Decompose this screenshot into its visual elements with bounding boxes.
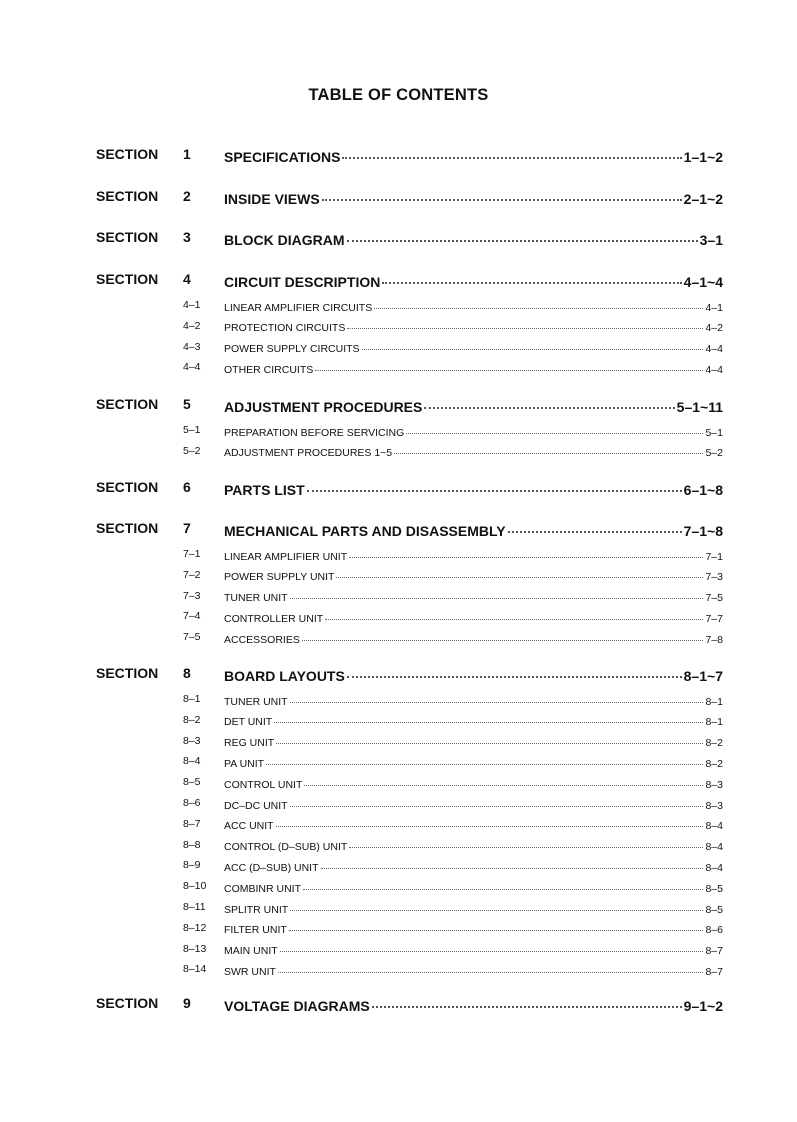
dot-leader bbox=[302, 629, 704, 641]
subsection-link[interactable] bbox=[224, 755, 723, 770]
subsection-title: SPLITR UNIT bbox=[224, 903, 289, 916]
dot-leader bbox=[342, 143, 681, 159]
subsection-title: POWER SUPPLY UNIT bbox=[224, 571, 335, 584]
dot-leader bbox=[349, 837, 703, 849]
subsection-link[interactable] bbox=[224, 776, 723, 791]
dot-leader bbox=[304, 774, 703, 786]
section-title: MECHANICAL PARTS AND DISASSEMBLY bbox=[224, 523, 506, 539]
subsection-page: 8–1 bbox=[705, 716, 723, 729]
subsection-number: 8–10 bbox=[183, 880, 207, 893]
subsection-page: 8–5 bbox=[705, 903, 723, 916]
section-title: SPECIFICATIONS bbox=[224, 149, 341, 165]
subsection-page: 8–1 bbox=[705, 695, 723, 708]
dot-leader bbox=[362, 339, 704, 351]
section-page: 4–1~4 bbox=[683, 274, 723, 290]
dot-leader bbox=[290, 795, 704, 807]
subsection-link[interactable] bbox=[224, 922, 723, 937]
section-label: SECTION bbox=[96, 188, 159, 204]
section-link[interactable] bbox=[224, 396, 723, 415]
subsection-page: 8–3 bbox=[705, 778, 723, 791]
subsection-number: 8–2 bbox=[183, 713, 201, 726]
dot-leader bbox=[307, 476, 682, 492]
subsection-page: 8–2 bbox=[705, 757, 723, 770]
dot-leader bbox=[303, 878, 703, 890]
section-number: 3 bbox=[183, 229, 191, 245]
section-page: 9–1~2 bbox=[683, 998, 723, 1014]
subsection-title: MAIN UNIT bbox=[224, 945, 278, 958]
subsection-number: 7–5 bbox=[183, 631, 201, 644]
subsection-link[interactable] bbox=[224, 901, 723, 916]
subsection-page: 7–8 bbox=[705, 633, 723, 646]
section-number: 9 bbox=[183, 995, 191, 1011]
dot-leader bbox=[290, 588, 704, 600]
section-link[interactable] bbox=[224, 146, 723, 165]
subsection-link[interactable] bbox=[224, 445, 723, 460]
subsection-link[interactable] bbox=[224, 569, 723, 584]
section-page: 2–1~2 bbox=[683, 191, 723, 207]
subsection-title: CONTROLLER UNIT bbox=[224, 612, 324, 625]
dot-leader bbox=[276, 816, 704, 828]
subsection-title: DC–DC UNIT bbox=[224, 799, 288, 812]
subsection-number: 7–2 bbox=[183, 568, 201, 581]
section-number: 8 bbox=[183, 665, 191, 681]
subsection-title: OTHER CIRCUITS bbox=[224, 363, 314, 376]
subsection-page: 5–2 bbox=[705, 447, 723, 460]
section-title: ADJUSTMENT PROCEDURES bbox=[224, 399, 423, 415]
subsection-number: 7–4 bbox=[183, 610, 201, 623]
subsection-link[interactable] bbox=[224, 797, 723, 812]
subsection-link[interactable] bbox=[224, 735, 723, 750]
section-number: 4 bbox=[183, 271, 191, 287]
subsection-page: 4–4 bbox=[705, 343, 723, 356]
subsection-page: 4–4 bbox=[705, 363, 723, 376]
subsection-title: LINEAR AMPLIFIER UNIT bbox=[224, 550, 348, 563]
dot-leader bbox=[290, 899, 703, 911]
dot-leader bbox=[322, 185, 682, 201]
section-page: 7–1~8 bbox=[683, 523, 723, 539]
section-link[interactable] bbox=[224, 665, 723, 684]
section-page: 5–1~11 bbox=[676, 399, 723, 415]
dot-leader bbox=[347, 318, 703, 330]
subsection-link[interactable] bbox=[224, 590, 723, 605]
subsection-link[interactable] bbox=[224, 631, 723, 646]
dot-leader bbox=[321, 857, 704, 869]
subsection-page: 7–5 bbox=[705, 592, 723, 605]
dot-leader bbox=[336, 567, 703, 579]
section-page: 1–1~2 bbox=[683, 149, 723, 165]
page-title: TABLE OF CONTENTS bbox=[308, 86, 489, 104]
section-title: BLOCK DIAGRAM bbox=[224, 232, 345, 248]
subsection-number: 8–7 bbox=[183, 817, 201, 830]
subsection-title: ACCESSORIES bbox=[224, 633, 300, 646]
subsection-title: TUNER UNIT bbox=[224, 695, 288, 708]
subsection-title: TUNER UNIT bbox=[224, 592, 288, 605]
subsection-page: 4–1 bbox=[705, 301, 723, 314]
subsection-number: 8–5 bbox=[183, 776, 201, 789]
subsection-link[interactable] bbox=[224, 361, 723, 376]
subsection-title: POWER SUPPLY CIRCUITS bbox=[224, 343, 360, 356]
subsection-number: 4–1 bbox=[183, 299, 201, 311]
subsection-title: ADJUSTMENT PROCEDURES 1~5 bbox=[224, 447, 393, 460]
section-label: SECTION bbox=[96, 229, 159, 245]
section-title: VOLTAGE DIAGRAMS bbox=[224, 998, 370, 1014]
subsection-title: ACC (D–SUB) UNIT bbox=[224, 861, 319, 874]
subsection-link[interactable] bbox=[224, 714, 723, 729]
section-number: 1 bbox=[183, 146, 191, 162]
subsection-title: ACC UNIT bbox=[224, 820, 274, 833]
subsection-number: 8–4 bbox=[183, 755, 201, 768]
subsection-number: 4–4 bbox=[183, 361, 201, 374]
section-title: INSIDE VIEWS bbox=[224, 191, 320, 207]
section-link[interactable] bbox=[224, 995, 723, 1014]
subsection-page: 4–2 bbox=[705, 322, 723, 335]
dot-leader bbox=[394, 443, 703, 455]
subsection-number: 8–12 bbox=[183, 921, 207, 934]
subsection-number: 4–3 bbox=[183, 340, 201, 353]
section-number: 7 bbox=[183, 520, 191, 536]
subsection-title: PA UNIT bbox=[224, 757, 265, 770]
dot-leader bbox=[406, 422, 703, 434]
subsection-title: COMBINR UNIT bbox=[224, 882, 301, 895]
subsection-link[interactable] bbox=[224, 341, 723, 356]
section-page: 3–1 bbox=[699, 232, 723, 248]
section-label: SECTION bbox=[96, 146, 159, 162]
dot-leader bbox=[374, 297, 703, 309]
section-number: 5 bbox=[183, 396, 191, 412]
subsection-link[interactable] bbox=[224, 859, 723, 874]
section-link[interactable] bbox=[224, 229, 723, 248]
section-link[interactable] bbox=[224, 188, 723, 207]
subsection-link[interactable] bbox=[224, 548, 723, 563]
dot-leader bbox=[278, 961, 704, 973]
dot-leader bbox=[424, 393, 674, 409]
section-link[interactable] bbox=[224, 520, 723, 539]
subsection-link[interactable] bbox=[224, 943, 723, 958]
dot-leader bbox=[347, 226, 698, 242]
section-link[interactable] bbox=[224, 479, 723, 498]
dot-leader bbox=[347, 662, 682, 678]
dot-leader bbox=[280, 941, 704, 953]
subsection-page: 8–4 bbox=[705, 841, 723, 854]
subsection-title: LINEAR AMPLIFIER CIRCUITS bbox=[224, 301, 373, 314]
subsection-page: 8–7 bbox=[705, 965, 723, 978]
subsection-number: 5–2 bbox=[183, 444, 201, 457]
subsection-link[interactable] bbox=[224, 818, 723, 833]
subsection-number: 7–3 bbox=[183, 589, 201, 602]
subsection-page: 8–5 bbox=[705, 882, 723, 895]
dot-leader bbox=[325, 608, 703, 620]
section-title: CIRCUIT DESCRIPTION bbox=[224, 274, 381, 290]
subsection-number: 8–11 bbox=[183, 901, 206, 913]
section-page: 8–1~7 bbox=[683, 668, 723, 684]
subsection-page: 8–6 bbox=[705, 924, 723, 937]
subsection-title: CONTROL (D–SUB) UNIT bbox=[224, 841, 348, 854]
subsection-link[interactable] bbox=[224, 880, 723, 895]
subsection-link[interactable] bbox=[224, 839, 723, 854]
subsection-title: FILTER UNIT bbox=[224, 924, 287, 937]
subsection-link[interactable] bbox=[224, 299, 723, 314]
subsection-number: 8–3 bbox=[183, 734, 201, 747]
subsection-number: 8–13 bbox=[183, 942, 207, 955]
dot-leader bbox=[266, 753, 703, 765]
dot-leader bbox=[276, 733, 703, 745]
section-label: SECTION bbox=[96, 396, 159, 412]
section-link[interactable] bbox=[224, 271, 723, 290]
subsection-link[interactable] bbox=[224, 610, 723, 625]
subsection-page: 8–7 bbox=[705, 945, 723, 958]
dot-leader bbox=[290, 691, 704, 703]
subsection-page: 7–1 bbox=[705, 550, 723, 563]
subsection-number: 8–9 bbox=[183, 859, 201, 872]
subsection-page: 5–1 bbox=[705, 426, 723, 439]
subsection-title: SWR UNIT bbox=[224, 965, 276, 978]
dot-leader bbox=[382, 268, 681, 284]
subsection-title: DET UNIT bbox=[224, 716, 273, 729]
dot-leader bbox=[315, 359, 703, 371]
section-number: 6 bbox=[183, 479, 191, 495]
subsection-page: 7–7 bbox=[705, 612, 723, 625]
subsection-page: 7–3 bbox=[705, 571, 723, 584]
subsection-page: 8–3 bbox=[705, 799, 723, 812]
subsection-number: 8–6 bbox=[183, 797, 201, 809]
subsection-number: 8–1 bbox=[183, 693, 201, 705]
subsection-title: REG UNIT bbox=[224, 737, 275, 750]
dot-leader bbox=[289, 920, 704, 932]
dot-leader bbox=[508, 517, 682, 533]
section-title: PARTS LIST bbox=[224, 482, 305, 498]
subsection-number: 5–1 bbox=[183, 424, 201, 436]
section-number: 2 bbox=[183, 188, 191, 204]
subsection-number: 8–14 bbox=[183, 963, 207, 976]
subsection-title: PREPARATION BEFORE SERVICING bbox=[224, 426, 405, 439]
section-label: SECTION bbox=[96, 479, 159, 495]
section-page: 6–1~8 bbox=[683, 482, 723, 498]
section-title: BOARD LAYOUTS bbox=[224, 668, 345, 684]
subsection-page: 8–4 bbox=[705, 861, 723, 874]
subsection-title: PROTECTION CIRCUITS bbox=[224, 322, 346, 335]
section-label: SECTION bbox=[96, 665, 159, 681]
subsection-link[interactable] bbox=[224, 424, 723, 439]
subsection-link[interactable] bbox=[224, 320, 723, 335]
dot-leader bbox=[372, 992, 682, 1008]
subsection-title: CONTROL UNIT bbox=[224, 778, 303, 791]
dot-leader bbox=[349, 546, 703, 558]
dot-leader bbox=[274, 712, 703, 724]
section-label: SECTION bbox=[96, 520, 159, 536]
subsection-page: 8–2 bbox=[705, 737, 723, 750]
subsection-page: 8–4 bbox=[705, 820, 723, 833]
subsection-number: 7–1 bbox=[183, 548, 201, 560]
subsection-link[interactable] bbox=[224, 693, 723, 708]
subsection-number: 4–2 bbox=[183, 319, 201, 332]
subsection-number: 8–8 bbox=[183, 838, 201, 851]
section-label: SECTION bbox=[96, 271, 159, 287]
subsection-link[interactable] bbox=[224, 963, 723, 978]
section-label: SECTION bbox=[96, 995, 159, 1011]
